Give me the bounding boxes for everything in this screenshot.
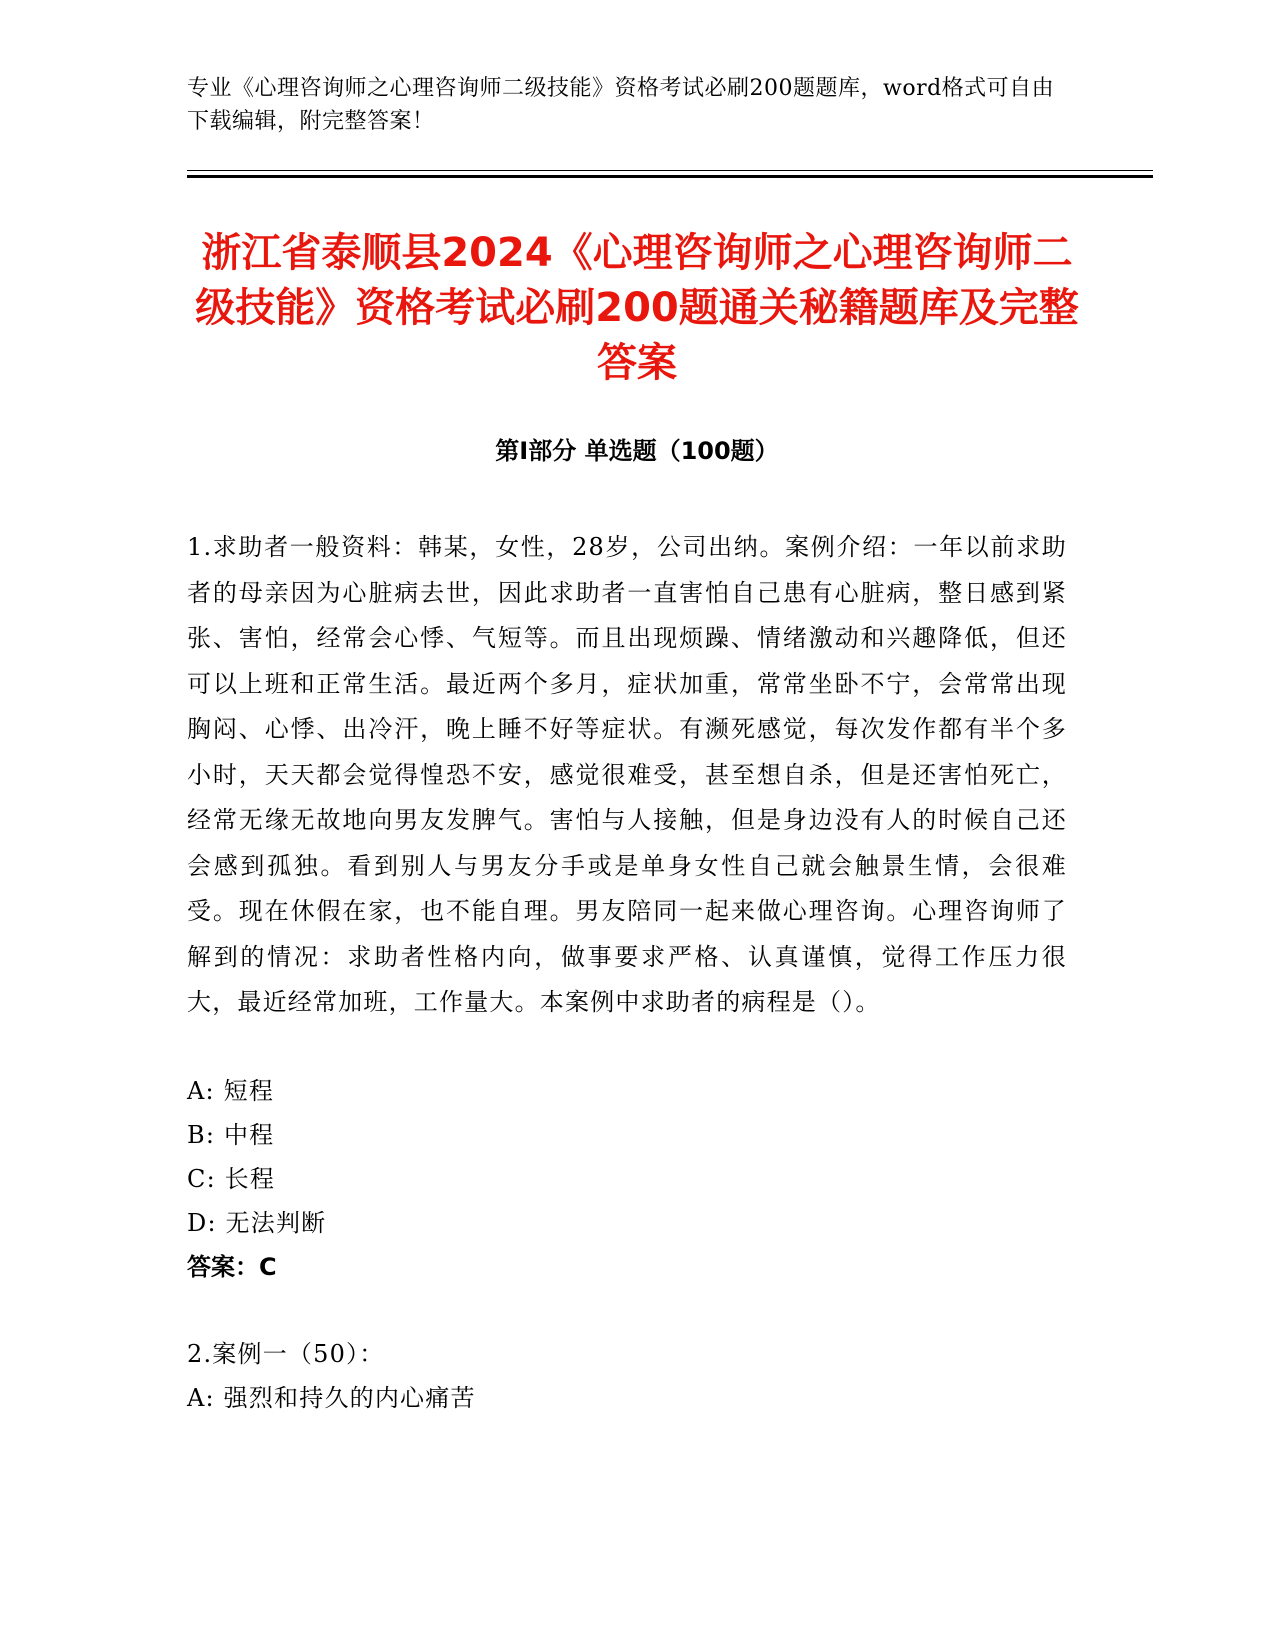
header-note: 专业《心理咨询师之心理咨询师二级技能》资格考试必刷200题题库，word格式可自由下载编辑，附完整答案！ [187, 76, 1055, 134]
document-title: 浙江省泰顺县2024《心理咨询师之心理咨询师二级技能》资格考试必刷200题通关秘籍题库及完整答案 [195, 230, 1079, 386]
question-1-option-b: B: 中程 [187, 1121, 275, 1149]
question-2-stem: 2.案例一（50）： [187, 1340, 385, 1368]
question-1-answer: 答案：C [187, 1253, 277, 1281]
divider-thin [187, 170, 1153, 171]
question-1-stem: 1.求助者一般资料：韩某，女性，28岁，公司出纳。案例介绍：一年以前求助者的母亲因为心脏病去世，因此求助者一直害怕自己患有心脏病，整日感到紧张、害怕，经常会心悸、气短等。而且出现烦躁、情绪激动和兴趣降低，但还可以上班和正常生活。最近两个多月，症状加重，常常坐卧不宁，会常常出现胸闷、心悸、出冷汗，晚上睡不好等症状。有濒死感觉，每次发作都有半个多小时，天天都会觉得惶恐不安，感觉很难受，甚至想自杀，但是还害怕死亡，经常无缘无故地向男友发脾气。害怕与人接触，但是身边没有人的时候自己还会感到孤独。看到别人与男友分手或是单身女性自己就会触景生情，会很难受。现在休假在家，也不能自理。男友陪同一起来做心理咨询。心理咨询师了解到的情况：求助者性格内向，做事要求严格、认真谨慎，觉得工作压力很大，最近经常加班，工作量大。本案例中求助者的病程是（）。 [187, 533, 1067, 1016]
question-2-option-a: A: 强烈和持久的内心痛苦 [187, 1384, 476, 1412]
question-1-option-a: A: 短程 [187, 1077, 275, 1105]
question-1-option-d: D: 无法判断 [187, 1209, 327, 1237]
divider-thick [187, 175, 1153, 178]
question-1-option-c: C: 长程 [187, 1165, 276, 1193]
section-title: 第Ⅰ部分 单选题（100题） [495, 437, 779, 465]
